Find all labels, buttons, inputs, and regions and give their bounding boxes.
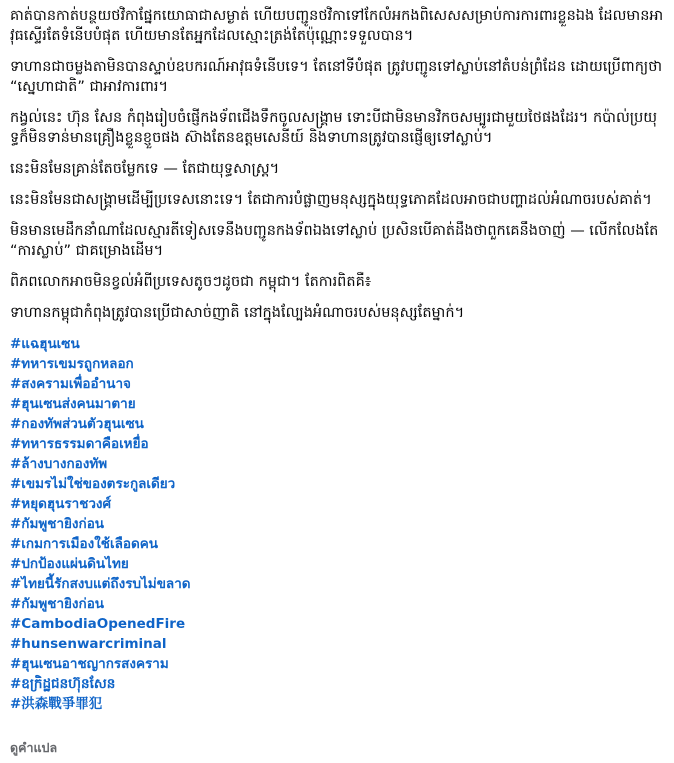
hashtag-link[interactable]: #หยุดฮุนราชวงศ์ bbox=[10, 496, 112, 512]
hashtag-link[interactable]: #ทหารเขมรถูกหลอก bbox=[10, 356, 134, 372]
post-paragraph-3: កង្វល់នេះ ហ៊ុន សែន កំពុងរៀបចំផ្ញើកងទ័ពជើងទឹកចូលសង្គ្រាម ទោះបីជាមិនមានវិកចសម្បូរជាមួយថៃផងដែរ។ កប៉ាល់ប្រយុទ្ធក៏មិនទាន់មានគ្រឿងខ្លួនខ្ញួចផង ស៊ាងតែនឧត្តមសេនីយ៍ និងទាហានត្រូវបានផ្ញើឲ្យទៅស្លាប់។ bbox=[10, 110, 658, 146]
post-paragraph-5: នេះមិនមែនជាសង្គ្រាមដើម្បីប្រទេសនោះទេ។ តែជាការបំផ្លាញមនុស្សក្នុងយុទ្ធភោគដែលអាចជាបញ្ហាដល់អំណាចរបស់គាត់។ bbox=[10, 192, 652, 208]
post-body bbox=[10, 6, 666, 323]
hashtag-link[interactable]: #เขมรไม่ใช่ของตระกูลเดียว bbox=[10, 476, 176, 492]
hashtag-link[interactable]: #ไทยนี้รักสงบแต่ถึงรบไม่ขลาด bbox=[10, 576, 191, 592]
hashtag-link[interactable]: #ทหารธรรมดาคือเหยื่อ bbox=[10, 436, 149, 452]
post-paragraph-4: នេះមិនមែនគ្រាន់តែចម្លែកទេ — តែជាយុទ្ធសាស្ត្រ។ bbox=[10, 161, 280, 177]
post-paragraph-7: ពិភពលោកអាចមិនខ្វល់អំពីប្រទេសតូចៗដូចជា កម្ពុជា។ តែការពិតគឺ៖ bbox=[10, 274, 372, 290]
hashtag-link[interactable]: #hunsenwarcriminal bbox=[10, 636, 167, 652]
hashtag-link[interactable]: #กัมพูชายิงก่อน bbox=[10, 596, 105, 612]
post-paragraph-2: ទាហានជាចម្លងតាមិនបានស្ទាប់ឧបករណ៍អាវុធទំនើបទេ។ តែនៅទីបំផុត ត្រូវបញ្ជូនទៅស្លាប់នៅតំបន់ព្រំដែន ដោយប្រើពាក្យថា “ស្នេហាជាតិ” ជាអាវការពារ។ bbox=[10, 59, 663, 95]
hashtag-link[interactable]: #CambodiaOpenedFire bbox=[10, 616, 186, 632]
hashtag-link[interactable]: #ล้างบางกองทัพ bbox=[10, 456, 108, 472]
hashtag-link[interactable]: #กองทัพส่วนตัวฮุนเซน bbox=[10, 416, 144, 432]
hashtag-link[interactable]: #洪森戰爭罪犯 bbox=[10, 696, 103, 712]
hashtag-list bbox=[10, 334, 666, 714]
post-paragraph-8: ទាហានកម្ពុជាកំពុងត្រូវបានប្រើជាសាច់ញាតិ នៅក្នុងល្បែងអំណាចរបស់មនុស្សតែម្នាក់។ bbox=[10, 305, 465, 321]
hashtag-link[interactable]: #แฉฮุนเซน bbox=[10, 336, 80, 352]
post-paragraph-6: មិនមានមេដឹកនាំណាដែលស្មារតីទៀសទេនឹងបញ្ជូនកងទ័ពឯងទៅស្លាប់ ប្រសិនបើគាត់ដឹងថាពួកគេនឹងចាញ់ — លើកលែងតែ “ការស្លាប់” ជាគម្រោងដើម។ bbox=[10, 223, 659, 259]
hashtag-link[interactable]: #ឧក្រិដ្ឋជនហ៊ុនសែន bbox=[10, 676, 116, 692]
hashtag-link[interactable]: #ปกป้องแผ่นดินไทย bbox=[10, 556, 129, 572]
see-translation-link[interactable]: ดูคำแปล bbox=[10, 740, 58, 755]
hashtag-link[interactable]: #ฮุนเซนส่งคนมาตาย bbox=[10, 396, 136, 412]
hashtag-link[interactable]: #เกมการเมืองใช้เลือดคน bbox=[10, 536, 158, 552]
hashtag-link[interactable]: #ฮุนเซนอาชญากรสงคราม bbox=[10, 656, 169, 672]
hashtag-link[interactable]: #กัมพูชายิงก่อน bbox=[10, 516, 105, 532]
hashtag-link[interactable]: #สงครามเพื่ออำนาจ bbox=[10, 376, 131, 392]
post-paragraph-1: គាត់បានកាត់បន្ថយថវិកាផ្នែកយោធាជាសម្ងាត់ ហើយបញ្ជូនថវិកាទៅកែលំអកងពិសេសសម្រាប់ការការពារខ្លួនឯង ដែលមានអាវុធស្ទើរតែទំនើបបំផុត ហើយមានតែអ្នកដែលស្មោះត្រង់តែប៉ុណ្ណោះទទួលបាន។ bbox=[10, 8, 664, 44]
